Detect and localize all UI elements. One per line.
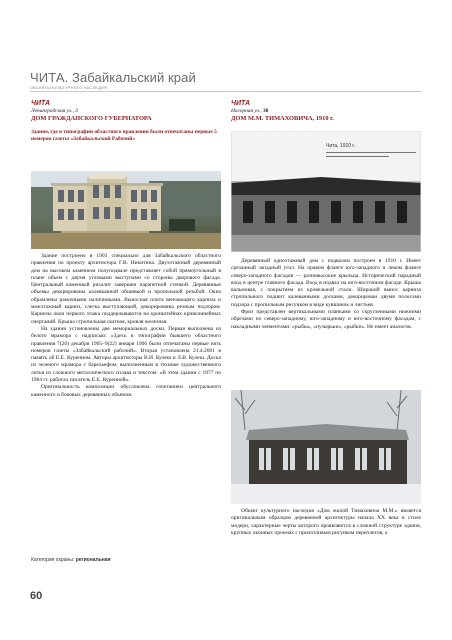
page-header-title: ЧИТА. Забайкальский край [30,70,196,85]
right-address-number: 38 [262,108,269,114]
left-article-header [31,100,222,142]
protection-label: Категория охраны: [31,557,75,563]
right-paragraph: Объект культурного наследия «Дом жилой Тимаховича М.М.» является оригинальным образцом деревянной архитектуры начала XX века в стиле модерн, характерные черты которого проявляются в сложной структуре здания, крупных оконных проемах с прихотливым рисунком переплетов, а [231,508,421,536]
left-address: Ленинградская ул., 3 [31,108,78,114]
winter-house-illustration [231,390,421,504]
winter-house-photo [231,390,421,504]
page-number: 60 [30,590,43,602]
page-header-subtitle: ОБЪЕКТЫ КУЛЬТУРНОГО НАСЛЕДИЯ [30,86,108,90]
protection-value: региональная [75,557,111,563]
historic-house-photo [231,131,421,252]
right-address [231,108,422,115]
historic-photo-caption [326,143,416,160]
left-paragraph: На здании установлены две мемориальных доски. Первая выполнена из белого мрамора с надписью: «Здесь в типографии бывшего областного правления 7(20) декабря 1905–9(22) января 1906 были отпечатаны первые пять номеров газеты «Забайкальский рабочий». Вторая установлена 21.4.2001 в память об Е.Е. Куренном. Авторы архитекторы В.И. Кулеш и Л.В. Кулеш. Доска из зеленого мрамора с барельефом, выполненным в технике художественного литья из сложного металлического сплава и текстом: «В этом здании с 1977 по 1984 гг. работал писатель Е.Е. Куренной». [31,325,221,384]
left-note: Здание, где в типографии областного правления были отпечатаны первые 5 номеров газеты «Забайкальский Рабочий» [31,129,217,142]
left-heading: ДОМ ГРАЖДАНСКОГО ГУБЕРНАТОРА [31,115,152,122]
protection-category [31,557,221,563]
governor-house-photo [31,171,221,249]
left-paragraph: Здание построено в 1903 специально для Забайкальского областного правления по проекту архитектора Г.В. Никитина. Двухэтажный деревянный дом на высоком каменном полуподвале представляет собой прямоугольный в плане объем с двумя угловыми выступами со стороны дворового фасада. Центральный каменный ризалит завершен парапетной стенкой. Деревянные объемы декорированы калевканной обшивкой и пропильной резьбой. Окна обрамлены рамочными наличниками. Выносная плита венчающего карниза и межэтажный карниз, слегка выступающий, декорированы резным подзором. Карнизы окон первого этажа поддерживаются на кронштейнах криволинейных очертаний. Крыша стропильная скатная, кровля железная. [31,253,221,325]
left-kicker: ЧИТА [31,100,51,107]
right-heading: ДОМ М.М. ТИМАХОВИЧА, 1910 г. [231,115,334,122]
right-article-body-top [231,258,421,331]
historic-photo-caption-text: Чита, 1910 г. [326,143,356,149]
governor-house-illustration [31,171,221,249]
right-address-street: Нагорная ул., [231,108,263,114]
right-article-body-bottom [231,508,421,537]
left-paragraph: Оригинальность композиции обусловлена сочетанием центрального каменного и боковых деревянных объемов. [31,384,221,398]
right-article-header [231,100,422,123]
header-divider [30,91,422,92]
left-article-body [31,253,221,399]
right-paragraph: Деревянный одноэтажный дом с подвалом построен в 1910 г. Имеет срезанный западный угол. На правом фланге юго-западного и левом фланге северо-западного фасадов — разновысокие крыльца. Исторический парадный вход в центре главного фасада. Вход в подвал на юго-восточном фасаде. Крыша вальмовая, с покрытием из кровельной стали. Широкий вынос карниза стропильного подшит калеванными досками, декорирован двумя полосами подзора с пропильным рисунком в виде кувшинок и листьев. [231,258,421,308]
right-paragraph: Фриз представлен вертикальными планками со скругленными нижними обрезами по северо-западному, юго-западному и юго-восточному фасадам, с накладными элементами: «рыбы», «пузырьки», «рыбки». Не имеет аналогов. [231,309,421,330]
right-kicker: ЧИТА [231,100,251,107]
